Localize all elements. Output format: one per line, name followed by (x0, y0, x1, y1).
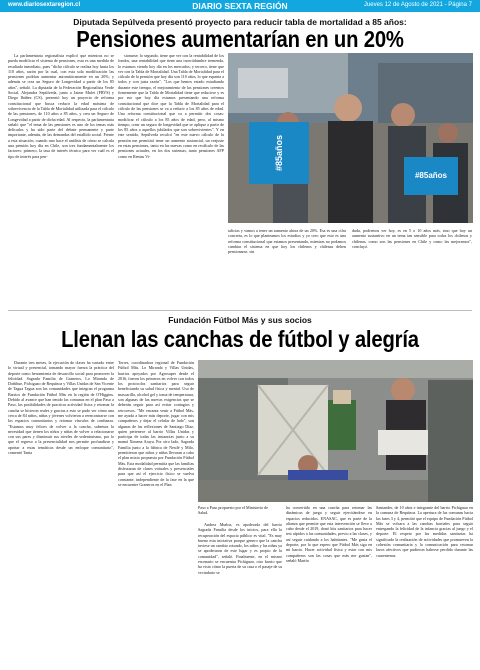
article1-col2-text: sionarse; lo segundo, tiene que ver con la rentabilidad de los fondos, una rentabilidad que tiene una incertidumbre tremenda, lo estamos viendo hoy día en los mercados; y tercero, tiene que ver con la Tabla de Mortalidad. Una Tabla de Mortalidad para el cálculo de la pensión que hoy día son 110 años, lo que espanta a todos y con justa razón". "Los que hemos estado estudiando durante este tiempo, el mejoramiento de las pensiones creemos firmemente que la Tabla de Mortalidad tiene que reducirse y es por eso que hoy día estamos presentando una reforma constitucional que dice que la Tabla de Mortalidad para el cálculo de las pensiones se va a reducir a los 85 años de edad. Una reforma constitucional que va a permitir dos cosas: modificar el cálculo a los 85 años de edad, pero, al mismo tiempo, crear un seguro de longevidad que se aplique a partir de los 85 años a aquellos jubilados que son sobrevivientes". Y en este sentido, Sepúlveda recalcó "en este nuevo cálculo de la pensión me permitirá tener un aumento sustancial, un reajuste en estas pensiones, tanto en las nuevas como en recálculo de las pensiones actuales, en los dos sistemas, tanto pensiones AFP como en Rentas Vi- (118, 53, 224, 159)
article2-kicker: Fundación Fútbol Más y sus socios (168, 315, 312, 325)
article1-headline: Pensiones aumentarían en un 20% (76, 26, 404, 52)
article1-photo (228, 53, 473, 223)
article1-column-4 (352, 228, 472, 283)
article1-col3-text: talicias y vamos a tener un aumento ahora de un 20%. Esa es una cifra concreta, es lo que planteamos los estudios y yo creo que esto es una reforma constitucional que estamos presentando, mientras no podamos cambiar el sistema en que hoy los chilenos y chilenas deben pensionarse, sin (228, 228, 346, 255)
page-header-bar (0, 0, 480, 12)
article2-column-5 (376, 505, 473, 663)
protest-sign-left: #85años (249, 122, 309, 184)
article2-col2-text: Torres, coordinadora regional de Fundación Fútbol Más. Lo Miranda y Villas Unidas, barrios apoyados por Agrosuper desde el 2016, fueron los primeros en volver con todos los protocolos sanitarios para seguir beneficiando su salud física y mental. Uso de mascarilla, alcohol gel y toma de temperatura, son algunas de las nuevas exigencias que se deberán seguir para así evitar contagios y retrocesos. "Me encanta venir a Fútbol Más, me ayuda a hacer más deporte, jugar con mis compañeros y dejar el celular de lado", son algunas de las reflexiones de Santiago Díaz, quien pertenece al barrio Villas Unidas y participa de todas las instancias junto a su mamá Ximena Araya. Por otro lado, Sagrada Familia junto a la fábrica de Nestlé y Milo, permitieron que niños y niñas llevaran a cabo el plan mixto propuesto por Fundación Fútbol Más. Esta modalidad permitía que las familias disfrutaran de clases virtuales y presenciales para que así el ejercicio físico se vuelva constante, independiente de la fase en la que se encuentre Graneros en el Plan (118, 360, 194, 487)
article1-col4-text: duda, podremos ver hoy, es en 5 o 10 años más, sino que hoy un aumento sustantivo en un tema tan sensible para todos los chilenos y chilenas, como son las pensiones en Chile y como las mejoramos", concluyó. (352, 228, 472, 249)
article2-col1-text: Durante tres meses, la ejecución de clases ha variado entre lo virtual y presencial, tomando mayor fuerza la práctica del deporte como herramienta de desarrollo social para promover la felicidad. Sagrada Familia de Graneros, Lo Miranda de Doñihue, Pichiguao de Requínoa y Villas Unidas de San Vicente de Tagua Tagua son las comunidades que integran el programa Barrios de Fundación Fútbol Más en la región de O'Higgins. Debido al avance que han tenido las comunas en el plan Paso a Paso, las posibilidades de practicar actividad física y retomar la cancha se hicieron reales y gracias a esto se pudo ver cómo una cerca de 84 niños, niñas y jóvenes volvieron a reencontrarse con los espacios comunitarios y retomar vínculos de confianza. "Estamos muy felices de volver a la cancha, sabemos la necesidad que tienen los niños y niñas de volver a relacionarse con sus pares y disminuir sus niveles de sedentarismo, por lo que el regreso a la presencialidad nos permite profundizar y aportar a estas temáticas desde un enfoque comunitario", comentó Tania (8, 360, 114, 456)
article1-column-1 (8, 53, 114, 283)
article2-photo (198, 360, 473, 502)
section-title: DIARIO SEXTA REGIÓN (192, 1, 288, 11)
article2-col5-text: Santander, de 10 años e integrante del barrio Pichiguao en la comuna de Requínoa. La apertura de las comunas hacia las fases 3 y 4, permitió que el equipo de Fundación Fútbol Más se volcara a las canchas barriales para seguir entregando la felicidad de la infancia gracias al juego y el deporte. El respeto por las medidas sanitarias ha significado la realización de actividades que promueven la cohesión comunitaria y la comunicación para retomar lazos afectivos que pudieron haberse perdido durante las cuarentenas. (376, 505, 473, 558)
issue-date: Jueves 12 de Agosto de 2021 - Página 7 (363, 2, 472, 8)
article1-kicker: Diputada Sepúlveda presentó proyecto para reducir tabla de mortalidad a 85 años: (73, 17, 407, 27)
article2-col4-text: ha convertido en una cancha para retomar las dinámicas de juego y seguir ejercitándose en espacios reducidos. ENASAC, que es parte de la alianza que permite que esta intervención se lleve a cabo desde el 2019, donó kits sanitarios para hacer test rápidos a las comunidades, previo a las clases, y así seguir cuidando a los habitantes. "Me gusta el deporte, por lo que espero que Fútbol Más siga en mi barrio. Hacer actividad física y estar con mis compañeros son las cosas que más me gustan", señaló Martín (286, 505, 372, 563)
article2-column-3 (198, 522, 282, 663)
article1-column-3 (228, 228, 346, 283)
training-photo-illustration (198, 360, 473, 502)
site-url[interactable]: www.diariosextaregion.cl (8, 2, 81, 8)
article2-column-4 (286, 505, 372, 663)
article2-photo-caption: Paso a Paso propuesto por el Ministerio de Salud. (198, 505, 268, 516)
article2-headline: Llenan las canchas de fútbol y alegría (61, 326, 419, 352)
protest-sign-right: #85años (404, 157, 458, 195)
article2-column-1 (8, 360, 114, 663)
article-divider (8, 310, 472, 311)
article2-column-2 (118, 360, 194, 663)
article2-col3-text: Andrea Muñoz, es apoderada del barrio Sagrada Familia desde los inicios, para ella la recuperación del espacio público es vital. "Es muy bueno esta iniciativa porque genero que la cancha tuviese un cambio rotundo, los niños y las niñas ya se apoderaron de este lugar y es propio de la comunidad", señaló. Finalmente, en el mismo escenario se encuentra Pichiguao, otro barrio que ha visto cómo la puerta de su casa o el pasaje de su vecindario se (198, 522, 282, 575)
article1-column-2 (118, 53, 224, 283)
article1-col1-text: La parlamentaria regionalista explicó que mientras no se pueda modificar el sistema de pensiones, esta es una medida de resultado inmediato, pues "dicho cálculo se realiza hoy hasta los 110 años, razón por la cual, con esta sola modificación las pensiones podrían aumentar automáticamente en un 20%, y además se crea un Seguro de Longevidad a partir de los 85 años", señaló. La diputada de la Federación Regionalista Verde Social, Alejandra Sepúlveda, junto a Jaime Mulet (FRVS) y Diego Ibáñez (CS), presentó hoy un proyecto de reforma constitucional que busca reducir la edad máxima de sobrevivencia de la Tabla de Mortalidad utilizada para el cálculo de las pensiones, de 110 años a 85 años, y crea un Seguro de Longevidad a partir de dicha edad. Al respecto, la parlamentaria señaló que "el tema de las pensiones es uno de los temas más delicados y ha sido parte del debate permanente y parte importante, además, de las demandas del estallido social. Frente a esta situación, cuando uno hace el análisis de cómo se calcula una pensión hoy día en Chile, son tres fundamentalmente los factores: primero, la tasa de interés técnico para ver cuál es el tipo de interés para pen- (8, 53, 114, 159)
